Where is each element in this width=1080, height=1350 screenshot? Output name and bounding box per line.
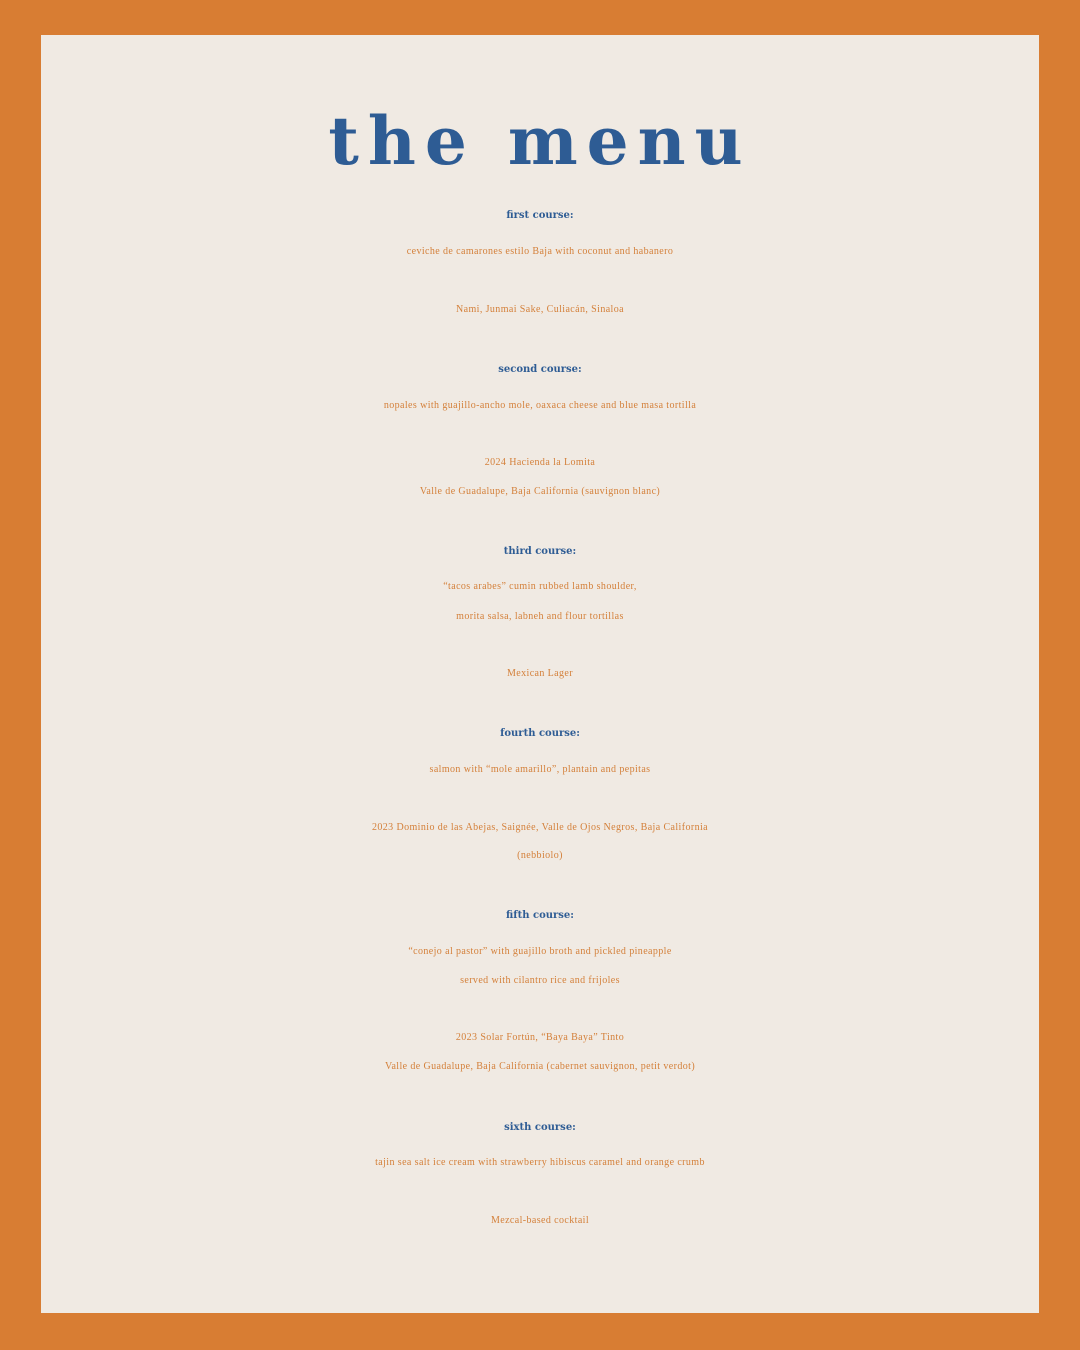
course-pairing-fifth-line1: 2023 Solar Fortún, “Baya Baya” Tinto [455, 1032, 625, 1043]
course-dish-fifth-line1: “conejo al pastor” with guajillo broth and pickled pineapple [408, 946, 672, 957]
course-pairing-second-line2: Valle de Guadalupe, Baja California (sauvignon blanc) [419, 486, 661, 497]
course-dish-fourth: salmon with “mole amarillo”, plantain and pepitas [429, 764, 651, 775]
course-dish-first: ceviche de camarones estilo Baja with coconut and habanero [406, 246, 674, 257]
course-heading-second: second course: [498, 364, 582, 375]
course-heading-third: third course: [503, 546, 577, 557]
course-heading-fourth: fourth course: [500, 728, 580, 739]
course-heading-fifth: fifth course: [506, 910, 574, 921]
course-heading-sixth: sixth course: [504, 1122, 576, 1133]
menu-card [41, 35, 1039, 1313]
course-pairing-fifth-line2: Valle de Guadalupe, Baja California (cabernet sauvignon, petit verdot) [384, 1061, 696, 1072]
course-pairing-fourth-line1: 2023 Dominio de las Abejas, Saignée, Valle de Ojos Negros, Baja California [371, 822, 709, 833]
course-pairing-fourth-line2: (nebbiolo) [517, 850, 563, 861]
course-dish-third-line2: morita salsa, labneh and flour tortillas [456, 611, 624, 622]
course-pairing-first: Nami, Junmai Sake, Culiacán, Sinaloa [456, 304, 624, 315]
menu-title: the menu [328, 102, 752, 180]
course-dish-sixth: tajin sea salt ice cream with strawberry hibiscus caramel and orange crumb [375, 1157, 705, 1168]
course-pairing-sixth: Mezcal-based cocktail [490, 1215, 590, 1226]
course-heading-first: first course: [506, 210, 574, 221]
course-pairing-second-line1: 2024 Hacienda la Lomita [484, 457, 596, 468]
course-dish-fifth-line2: served with cilantro rice and frijoles [460, 975, 620, 986]
course-dish-third-line1: “tacos arabes” cumin rubbed lamb shoulder, [443, 581, 637, 592]
course-dish-second: nopales with guajillo-ancho mole, oaxaca cheese and blue masa tortilla [383, 400, 697, 411]
course-pairing-third: Mexican Lager [506, 668, 573, 679]
